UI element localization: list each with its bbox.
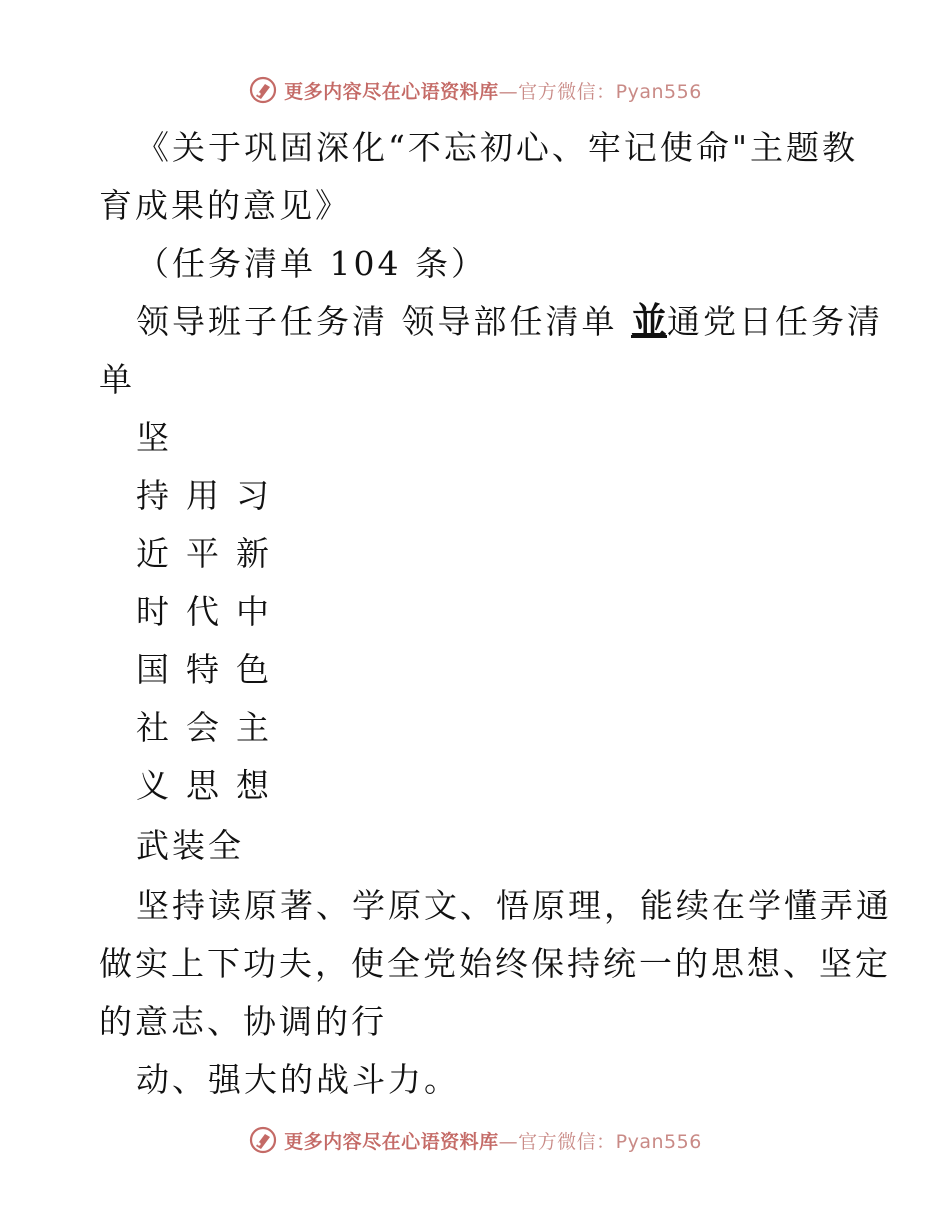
document-title-line-1: 《关于巩固深化“不忘初心、牢记使命"主题教 [136, 128, 859, 167]
watermark-text: 更多内容尽在心语资料库—官方微信：Pyan556 [284, 80, 702, 103]
paragraph-line-1: 坚持读原著、学原文、悟原理，能续在学懂弄通 [136, 886, 892, 925]
paragraph-line-2: 做实上下功夫，使全党始终保持统一的思想、坚定 [99, 944, 891, 983]
task-lists-mark: 並 [630, 301, 667, 342]
task-lists-wrap: 单 [99, 360, 135, 399]
document-subtitle: （任务清单 104 条） [136, 244, 487, 283]
watermark-header [0, 72, 950, 108]
short-line: 义思想 [136, 766, 286, 805]
document-title-line-2: 育成果的意见》 [99, 186, 351, 225]
short-line: 时代中 [136, 592, 286, 631]
paragraph-line-4: 动、强大的战斗力。 [136, 1060, 460, 1099]
task-lists-part-1: 领导班子任务清 领导部任清单 [136, 302, 631, 341]
pen-nib-logo-icon [248, 1125, 278, 1155]
short-line: 国特色 [136, 650, 286, 689]
watermark-footer [0, 1122, 950, 1158]
short-line: 社会主 [136, 708, 286, 747]
armed-line: 武装全 [136, 826, 244, 865]
short-line: 近平新 [136, 534, 286, 573]
task-lists-part-2: 通党日任务清 [667, 302, 883, 341]
task-lists-line [136, 302, 883, 342]
short-line: 坚 [136, 418, 186, 457]
watermark-text: 更多内容尽在心语资料库—官方微信：Pyan556 [284, 1130, 702, 1153]
paragraph-line-3: 的意志、协调的行 [99, 1002, 387, 1041]
pen-nib-logo-icon [248, 75, 278, 105]
short-line: 持用习 [136, 476, 286, 515]
